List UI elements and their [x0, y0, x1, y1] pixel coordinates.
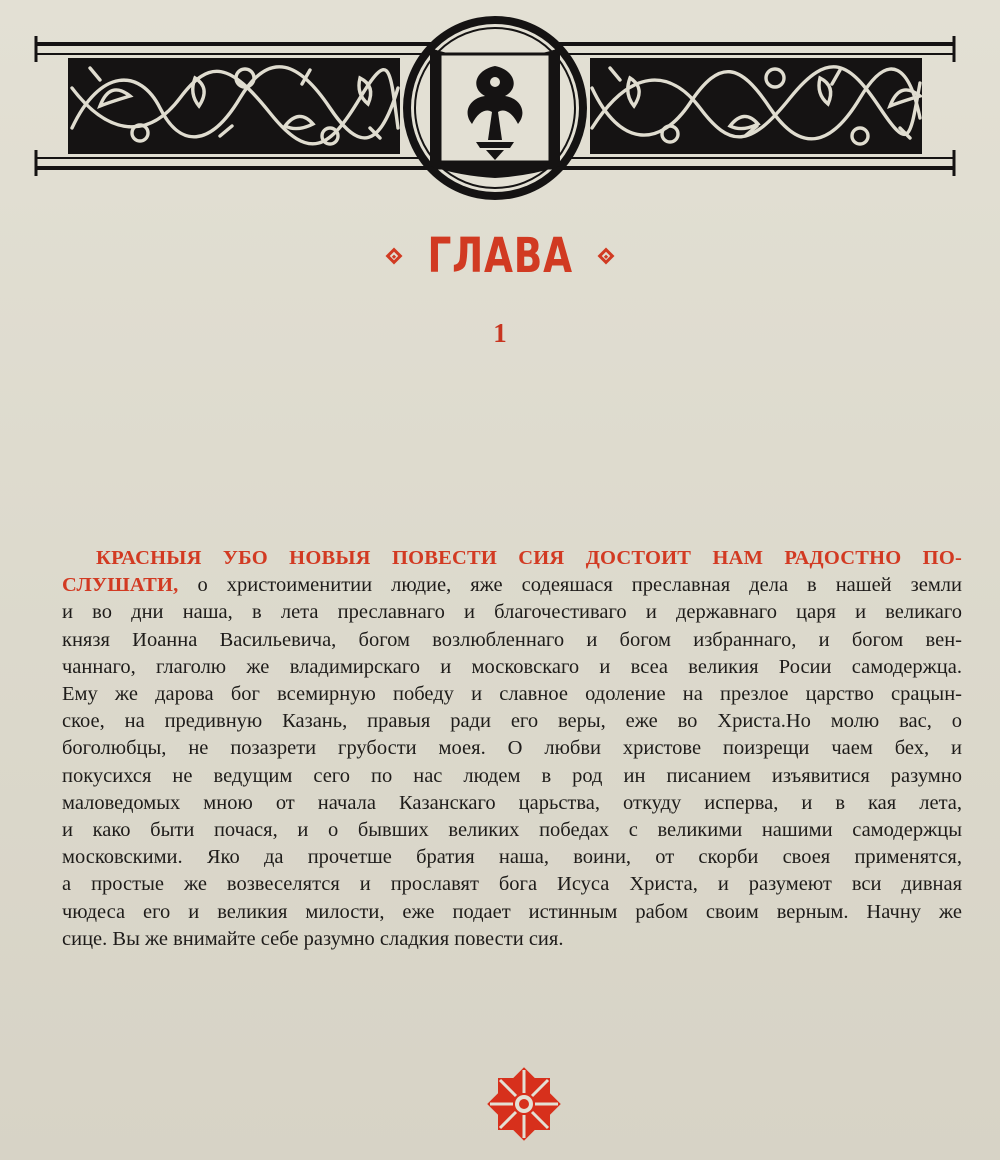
text-line: князя Иоанна Васильевича, богом возлюбленнаго и богом избраннаго, и богом вен-	[62, 628, 962, 651]
red-initial-phrase: КРАСНЫЯ УБО НОВЫЯ ПОВЕСТИ СИЯ ДОСТОИТ НАМ РАДОСТНО ПО-	[96, 547, 962, 569]
text-line	[62, 545, 962, 572]
text-line: московскими. Яко да прочетше братия наша, воини, от скорби своея применятся,	[62, 846, 962, 869]
text-line: Ему же дарова бог всемирную победу и славное одоление на презлое царство срацын-	[62, 683, 962, 706]
text-line: сице. Вы же внимайте себе разумно сладкия повести сия.	[62, 927, 564, 950]
chapter-label: ГЛАВА	[427, 228, 573, 284]
chapter-number: 1	[493, 318, 507, 348]
text-line: и како быти почася, и о бывших великих победах с великими нашими самодержцы	[62, 819, 962, 842]
text-line: и во дни наша, в лета преславнаго и благочестиваго и державнаго царя и великаго	[62, 601, 962, 624]
ornamental-headpiece-icon	[30, 8, 960, 218]
text-line: СЛУШАТИ, о христоименитии людие, яже содеяшася преславная дела в нашей земли	[62, 574, 962, 597]
diamond-ornament-icon	[598, 248, 615, 265]
chapter-heading	[0, 228, 1000, 284]
chapter-text	[62, 545, 962, 953]
text-line: чюдеса его и великия милости, еже подает истинным рабом своим верным. Начну же	[62, 900, 962, 923]
text-line: боголюбцы, не позазрети грубости моея. О любви христове поизрещи чаем бех, и	[62, 737, 962, 760]
red-rosette-icon	[482, 1062, 566, 1146]
text-line: покусихся не ведущим сего по нас людем в род ин писанием изъявитися разумно	[62, 764, 962, 787]
text-line: ское, на предивную Казань, правыя ради его веры, еже во Христа.Но молю вас, о	[62, 710, 962, 733]
diamond-ornament-icon	[385, 248, 402, 265]
text-line: чаннаго, глаголю же владимирскаго и московскаго и всеа великия Росии самодержца.	[62, 655, 962, 678]
red-initial-phrase: СЛУШАТИ,	[62, 574, 179, 597]
text-line: маловедомых мною от начала Казанскаго царьства, откуду исперва, и в кая лета,	[62, 791, 962, 814]
text-line: а простые же возвеселятся и прославят бога Исуса Христа, и разумеют вси дивная	[62, 873, 962, 896]
